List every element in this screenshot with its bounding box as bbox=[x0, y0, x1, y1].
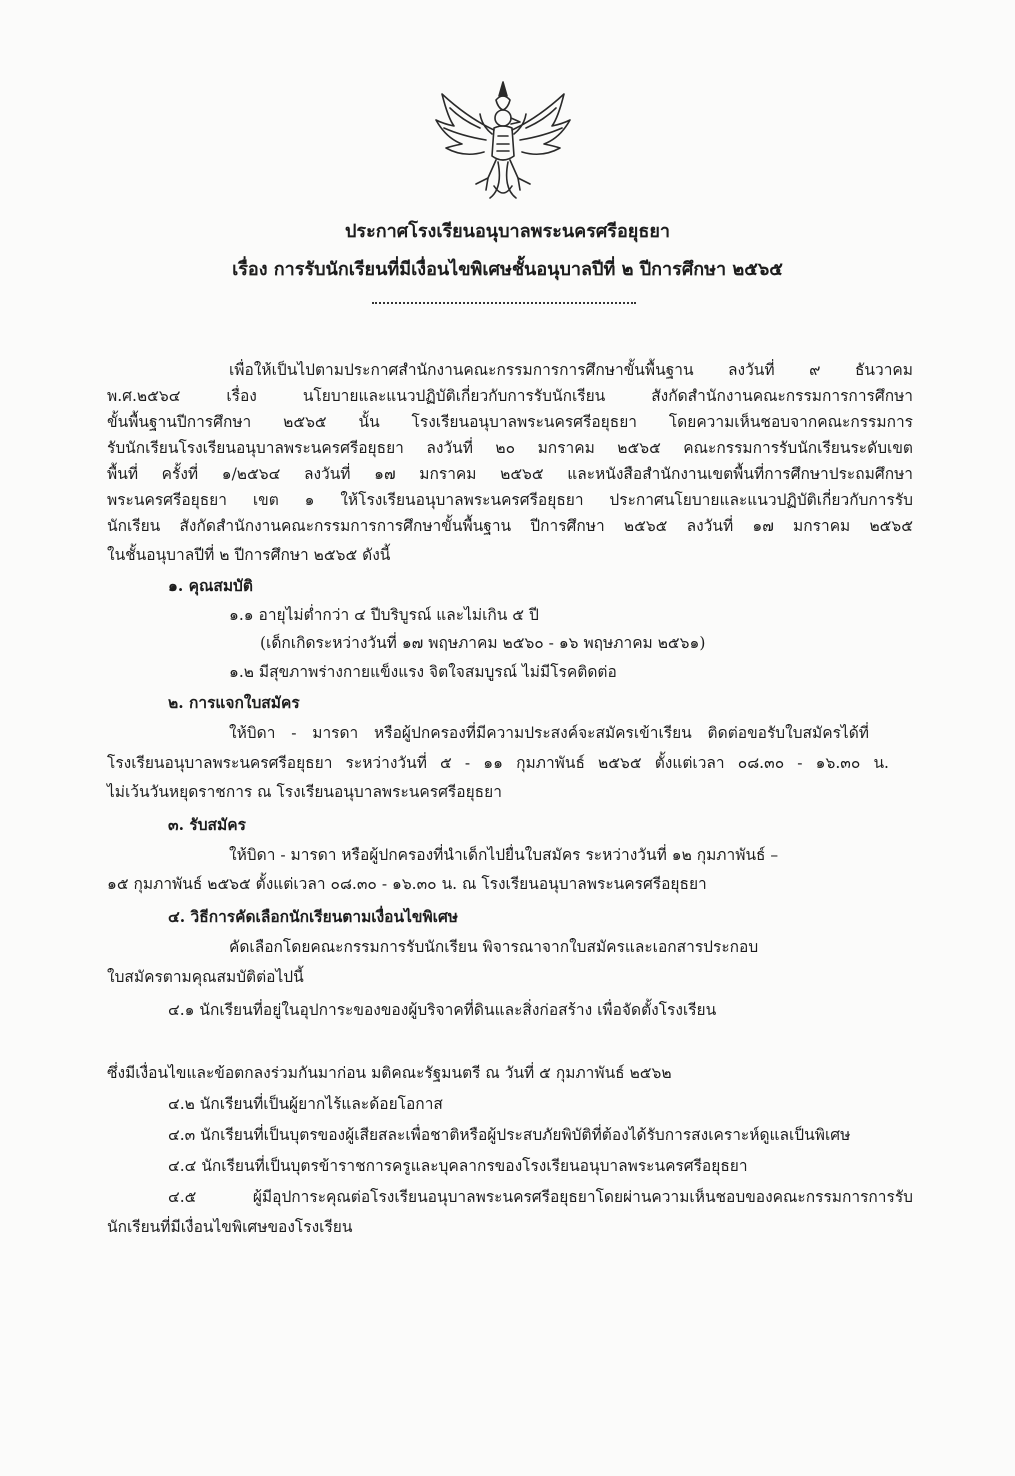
section-text-line: ให้บิดา - มารดา หรือผู้ปกครองที่มีความประสงค์จะสมัครเข้าเรียน ติดต่อขอรับใบสมัครได้ที่ bbox=[229, 724, 869, 742]
intro-line: พระนครศรีอยุธยา เขต ๑ ให้โรงเรียนอนุบาลพระนครศรีอยุธยา ประกาศนโยบายและแนวปฏิบัติเกี่ยวกับการรับ bbox=[107, 491, 913, 509]
section-heading: ๒. การแจกใบสมัคร bbox=[168, 693, 300, 712]
title-separator bbox=[372, 302, 636, 304]
announcement-title: ประกาศโรงเรียนอนุบาลพระนครศรีอยุธยา bbox=[345, 221, 670, 242]
section-item: ๑.๑ อายุไม่ต่ำกว่า ๔ ปีบริบูรณ์ และไม่เกิน ๕ ปี bbox=[229, 606, 539, 624]
intro-line: เพื่อให้เป็นไปตามประกาศสำนักงานคณะกรรมการการศึกษาขั้นพื้นฐาน ลงวันที่ ๙ ธันวาคม bbox=[229, 361, 913, 379]
section-text-line: ไม่เว้นวันหยุดราชการ ณ โรงเรียนอนุบาลพระนครศรีอยุธยา bbox=[107, 783, 502, 801]
section-text-line: ให้บิดา - มารดา หรือผู้ปกครองที่นำเด็กไปยื่นใบสมัคร ระหว่างวันที่ ๑๒ กุมภาพันธ์ – bbox=[229, 846, 779, 864]
section-text-line: โรงเรียนอนุบาลพระนครศรีอยุธยา ระหว่างวันที่ ๕ - ๑๑ กุมภาพันธ์ ๒๕๖๕ ตั้งแต่เวลา ๐๘.๓๐ - ๑๖.๓๐ น. bbox=[107, 754, 889, 772]
section-heading: ๓. รับสมัคร bbox=[168, 815, 246, 834]
section-item: ๔.๔ นักเรียนที่เป็นบุตรข้าราชการครูและบุคลากรของโรงเรียนอนุบาลพระนครศรีอยุธยา bbox=[168, 1157, 748, 1175]
intro-line: รับนักเรียนโรงเรียนอนุบาลพระนครศรีอยุธยา ลงวันที่ ๒๐ มกราคม ๒๕๖๕ คณะกรรมการรับนักเรียนระดับเขต bbox=[107, 439, 913, 457]
section-heading: ๑. คุณสมบัติ bbox=[168, 576, 253, 595]
section-item: ๑.๒ มีสุขภาพร่างกายแข็งแรง จิตใจสมบูรณ์ ไม่มีโรคติดต่อ bbox=[229, 663, 617, 681]
section-note: (เด็กเกิดระหว่างวันที่ ๑๗ พฤษภาคม ๒๕๖๐ - ๑๖ พฤษภาคม ๒๕๖๑) bbox=[260, 634, 706, 652]
intro-line: ขั้นพื้นฐานปีการศึกษา ๒๕๖๕ นั้น โรงเรียนอนุบาลพระนครศรีอยุธยา โดยความเห็นชอบจากคณะกรรมการ bbox=[107, 413, 913, 431]
section-text-line: ๑๕ กุมภาพันธ์ ๒๕๖๕ ตั้งแต่เวลา ๐๘.๓๐ - ๑๖.๓๐ น. ณ โรงเรียนอนุบาลพระนครศรีอยุธยา bbox=[107, 875, 707, 893]
section-text-line: คัดเลือกโดยคณะกรรมการรับนักเรียน พิจารณาจากใบสมัครและเอกสารประกอบ bbox=[229, 938, 759, 956]
garuda-emblem-icon bbox=[428, 78, 578, 203]
announcement-subject: เรื่อง การรับนักเรียนที่มีเงื่อนไขพิเศษชั้นอนุบาลปีที่ ๒ ปีการศึกษา ๒๕๖๕ bbox=[232, 259, 783, 280]
intro-line: ในชั้นอนุบาลปีที่ ๒ ปีการศึกษา ๒๕๖๕ ดังนี้ bbox=[107, 546, 391, 564]
section-item: ๔.๒ นักเรียนที่เป็นผู้ยากไร้และด้อยโอกาส bbox=[168, 1095, 443, 1113]
section-item-continuation: ซึ่งมีเงื่อนไขและข้อตกลงร่วมกันมาก่อน มติคณะรัฐมนตรี ณ วันที่ ๕ กุมภาพันธ์ ๒๕๖๒ bbox=[107, 1064, 672, 1082]
intro-line: พ.ศ.๒๕๖๔ เรื่อง นโยบายและแนวปฏิบัติเกี่ยวกับการรับนักเรียน สังกัดสำนักงานคณะกรรมการการศึกษา bbox=[107, 387, 913, 405]
section-text-line: ใบสมัครตามคุณสมบัติต่อไปนี้ bbox=[107, 968, 304, 986]
section-item: ๔.๓ นักเรียนที่เป็นบุตรของผู้เสียสละเพื่อชาติหรือผู้ประสบภัยพิบัติที่ต้องได้รับการสงเคราะห์ดูแลเป็นพิเศษ bbox=[168, 1126, 851, 1144]
section-item-continuation: นักเรียนที่มีเงื่อนไขพิเศษของโรงเรียน bbox=[107, 1218, 353, 1236]
section-item: ๔.๑ นักเรียนที่อยู่ในอุปการะของของผู้บริจาคที่ดินและสิ่งก่อสร้าง เพื่อจัดตั้งโรงเรียน bbox=[168, 1001, 717, 1019]
section-heading: ๔. วิธีการคัดเลือกนักเรียนตามเงื่อนไขพิเศษ bbox=[168, 907, 459, 926]
intro-line: พื้นที่ ครั้งที่ ๑/๒๕๖๔ ลงวันที่ ๑๗ มกราคม ๒๕๖๕ และหนังสือสำนักงานเขตพื้นที่การศึกษาประถมศึกษา bbox=[107, 465, 913, 483]
section-item: ๔.๕ ผู้มีอุปการะคุณต่อโรงเรียนอนุบาลพระนครศรีอยุธยาโดยผ่านความเห็นชอบของคณะกรรมการการรับ bbox=[168, 1188, 913, 1206]
intro-line: นักเรียน สังกัดสำนักงานคณะกรรมการการศึกษาขั้นพื้นฐาน ปีการศึกษา ๒๕๖๕ ลงวันที่ ๑๗ มกราคม ๒๕๖๕ bbox=[107, 517, 913, 535]
